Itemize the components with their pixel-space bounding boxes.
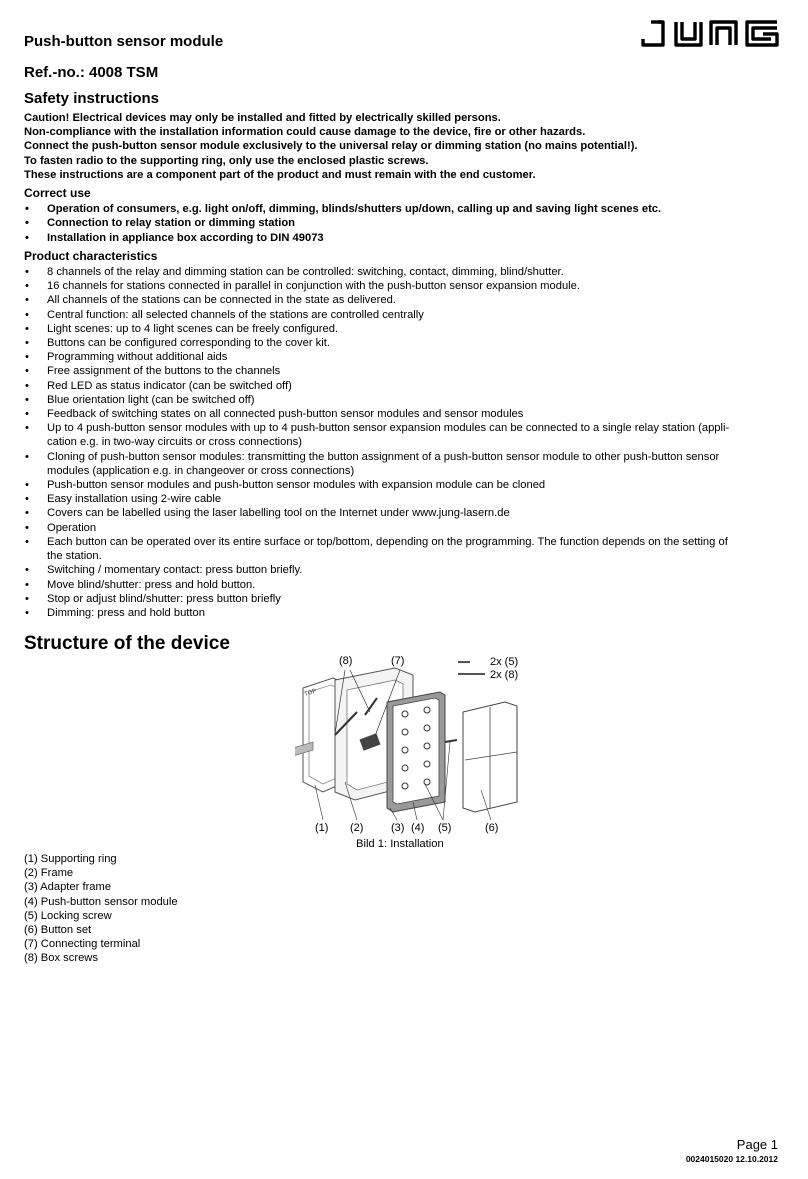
label-4: (4) (411, 822, 425, 834)
legend-item: (7) Connecting terminal (24, 938, 141, 951)
list-item: • Stop or adjust blind/shutter: press button briefly (24, 592, 794, 606)
figure-caption: Bild 1: Installation (356, 838, 444, 850)
label-8: (8) (339, 655, 353, 667)
top-marking: TOP (303, 688, 318, 698)
list-item: • 16 channels for stations connected in parallel in conjunction with the push-button sensor expansion module. (24, 279, 794, 293)
legend-item: (3) Adapter frame (24, 881, 112, 894)
list-item: • Light scenes: up to 4 light scenes can be freely configured. (24, 322, 794, 336)
document-id: 0024015020 12.10.2012 (685, 1154, 778, 1164)
safety-title: Safety instructions (24, 90, 160, 107)
correct-use-list (24, 202, 794, 245)
product-title: Push-button sensor module (24, 33, 224, 50)
list-item: • Push-button sensor modules and push-button sensor modules with expansion module can be cloned (24, 478, 794, 492)
product-characteristics-title: Product characteristics (24, 248, 158, 263)
list-item: • Cloning of push-button sensor modules: transmitting the button assignment of a push-button sensor module to other push-button sensor modules (application e.g. in changeover or cross connections) (24, 450, 794, 478)
correct-use-title: Correct use (24, 186, 91, 201)
label-6: (6) (485, 822, 499, 834)
list-item: • Buttons can be configured corresponding to the cover kit. (24, 336, 794, 350)
page-number: Page 1 (736, 1137, 778, 1152)
list-item: • Switching / momentary contact: press button briefly. (24, 563, 794, 577)
list-item: • Red LED as status indicator (can be switched off) (24, 379, 794, 393)
screw-label-5: 2x (5) (490, 656, 519, 668)
list-item: • Covers can be labelled using the laser labelling tool on the Internet under www.jung-lasern.de (24, 506, 794, 520)
legend-item: (2) Frame (24, 867, 74, 880)
list-item: • Installation in appliance box according to DIN 49073 (24, 231, 794, 245)
legend-item: (4) Push-button sensor module (24, 895, 178, 908)
legend-item: (8) Box screws (24, 952, 98, 965)
jung-logo (641, 19, 783, 54)
label-1: (1) (315, 822, 329, 834)
list-item: • All channels of the stations can be connected in the state as delivered. (24, 293, 794, 307)
list-item: • Dimming: press and hold button (24, 606, 794, 620)
reference-number: Ref.-no.: 4008 TSM (24, 64, 159, 81)
list-item: • Connection to relay station or dimming station (24, 216, 794, 230)
safety-line: To fasten radio to the supporting ring, only use the enclosed plastic screws. (24, 154, 429, 167)
legend-item: (5) Locking screw (24, 909, 112, 922)
installation-figure (295, 650, 535, 840)
jung-logo-graphic (641, 19, 783, 49)
list-item: • Programming without additional aids (24, 350, 794, 364)
safety-line: Connect the push-button sensor module exclusively to the universal relay or dimming station (no mains potential!). (24, 140, 638, 153)
label-7: (7) (391, 655, 405, 667)
safety-text (24, 111, 794, 620)
list-item: • Blue orientation light (can be switched off) (24, 393, 794, 407)
structure-title: Structure of the device (24, 633, 230, 654)
list-item: • 8 channels of the relay and dimming station can be controlled: switching, contact, dimming, blind/shutter. (24, 265, 794, 279)
label-3: (3) (391, 822, 405, 834)
list-item: • Up to 4 push-button sensor modules with up to 4 push-button sensor expansion modules can be connected to a single relay station (appli- cation e.g. in two-way circuits or cross connections) (24, 421, 794, 449)
label-2: (2) (350, 822, 364, 834)
product-characteristics-list (24, 265, 794, 620)
installation-diagram (295, 650, 535, 835)
list-item: • Easy installation using 2-wire cable (24, 492, 794, 506)
list-item: • Free assignment of the buttons to the channels (24, 364, 794, 378)
list-item: • Operation of consumers, e.g. light on/off, dimming, blinds/shutters up/down, calling up and saving light scenes etc. (24, 202, 794, 216)
label-5: (5) (438, 822, 452, 834)
list-item: • Move blind/shutter: press and hold button. (24, 578, 794, 592)
component-legend (24, 852, 178, 966)
safety-line: Non-compliance with the installation information could cause damage to the device, fire or other hazards. (24, 126, 586, 139)
list-item: • Operation (24, 521, 794, 535)
legend-item: (1) Supporting ring (24, 853, 117, 865)
screw-label-8: 2x (8) (490, 669, 519, 681)
list-item: • Each button can be operated over its entire surface or top/bottom, depending on the programming. The function depends on the setting of the station. (24, 535, 794, 563)
legend-item: (6) Button set (24, 924, 92, 937)
safety-line: Caution! Electrical devices may only be installed and fitted by electrically skilled persons. (24, 112, 501, 124)
safety-line: These instructions are a component part of the product and must remain with the end customer. (24, 168, 536, 181)
list-item: • Central function: all selected channels of the stations are controlled centrally (24, 308, 794, 322)
list-item: • Feedback of switching states on all connected push-button sensor modules and sensor modules (24, 407, 794, 421)
